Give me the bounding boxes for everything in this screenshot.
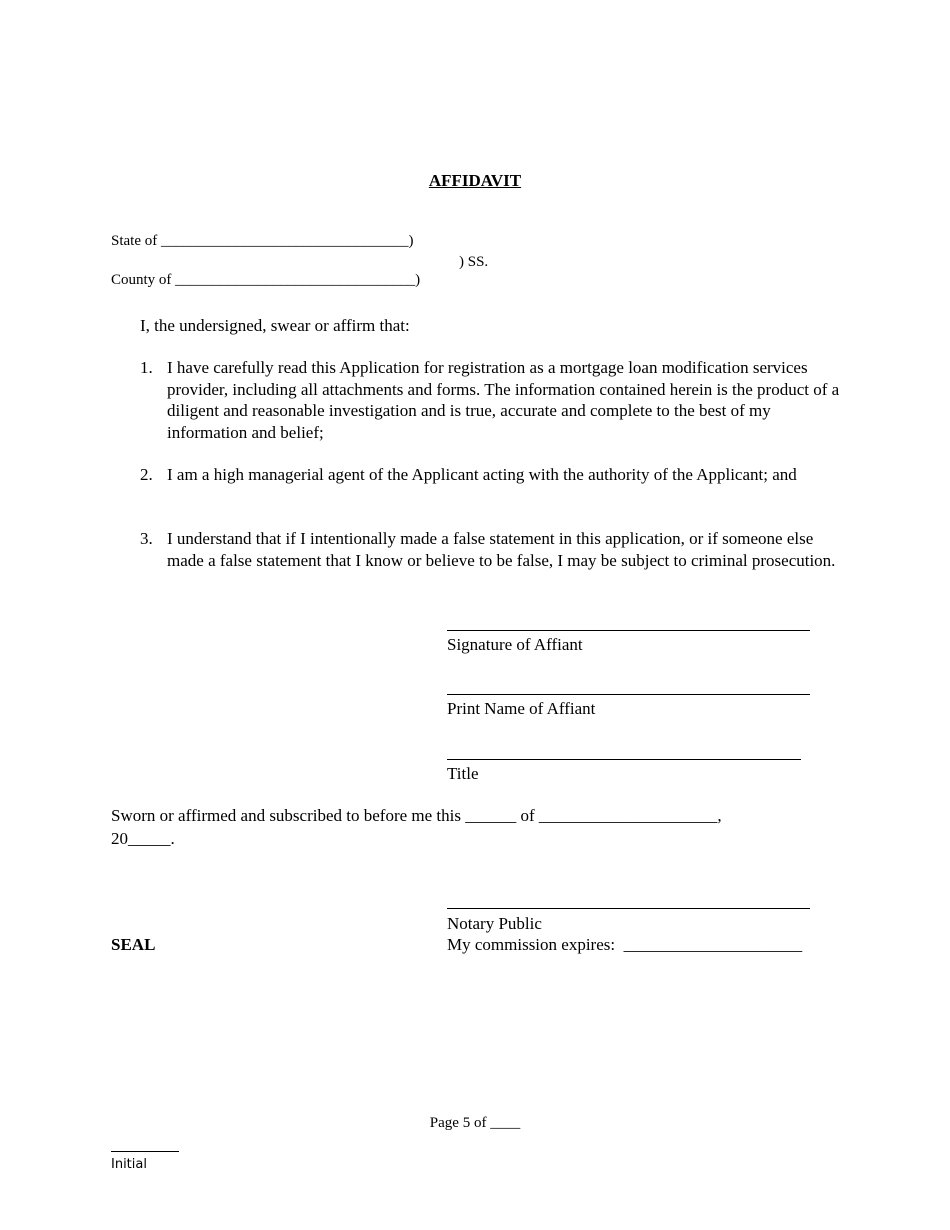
item-number: 2. xyxy=(140,465,153,484)
item-text: I am a high managerial agent of the Applicant acting with the authority of the Applicant; and xyxy=(167,465,797,484)
initial-label: Initial xyxy=(111,1157,147,1172)
signature-line xyxy=(447,630,810,631)
seal-label: SEAL xyxy=(111,935,156,954)
ss-marker: ) SS. xyxy=(459,254,489,270)
sworn-year: 20_____. xyxy=(111,829,175,848)
state-line: State of _________________________________) xyxy=(111,233,414,249)
item-number: 3. xyxy=(140,529,153,548)
sworn-statement: Sworn or affirmed and subscribed to before me this ______ of _____________________, xyxy=(111,806,722,825)
document-title: AFFIDAVIT xyxy=(428,171,522,190)
item-text: I understand that if I intentionally made a false statement in this application, or if someone else made a false statement that I know or believe to be false, I may be subject to criminal prosecution. xyxy=(167,529,836,570)
list-item xyxy=(140,464,840,486)
print-name-line xyxy=(447,694,810,695)
print-name-label: Print Name of Affiant xyxy=(447,699,596,718)
county-line: County of ________________________________) xyxy=(111,272,421,288)
initial-line xyxy=(111,1151,179,1152)
list-item xyxy=(140,528,840,571)
item-number: 1. xyxy=(140,358,153,377)
item-text: I have carefully read this Application for registration as a mortgage loan modification services provider, including all attachments and forms. The information contained herein is the product of a diligent and reasonable investigation and is true, accurate and complete to the best of my information and belief; xyxy=(167,358,840,442)
page-number: Page 5 of ____ xyxy=(429,1115,521,1131)
notary-label: Notary Public xyxy=(447,914,542,933)
notary-line xyxy=(447,908,810,909)
intro-statement: I, the undersigned, swear or affirm that: xyxy=(140,316,410,335)
list-item xyxy=(140,357,840,443)
title-line xyxy=(447,759,801,760)
signature-label: Signature of Affiant xyxy=(447,635,583,654)
commission-expires: My commission expires: _____________________ xyxy=(447,935,803,954)
title-label: Title xyxy=(447,764,479,783)
